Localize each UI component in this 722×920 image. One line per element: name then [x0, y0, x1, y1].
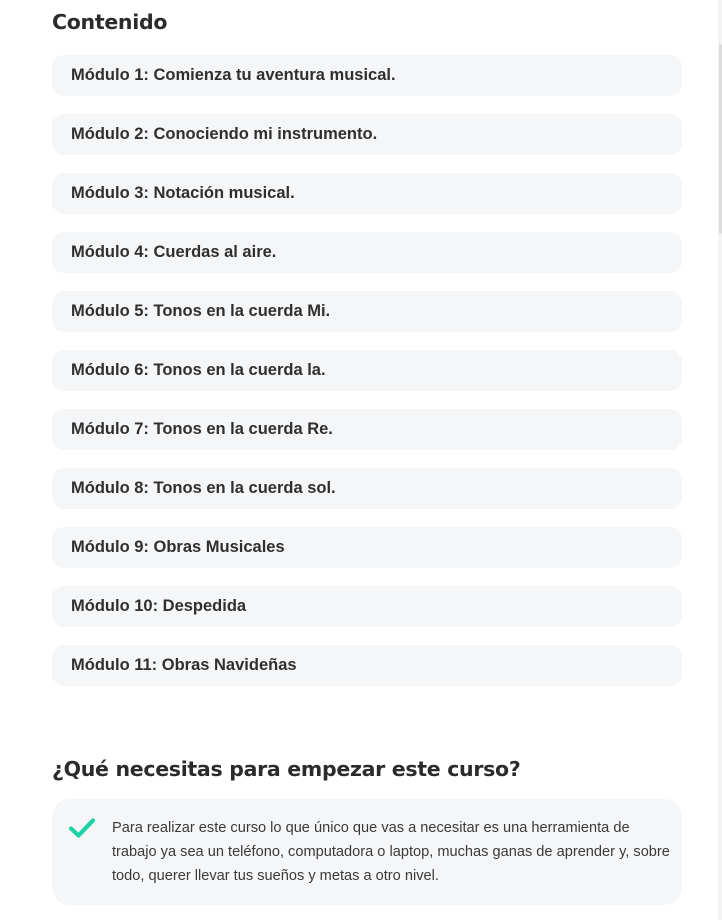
module-item-4[interactable]	[52, 232, 682, 273]
module-item-5[interactable]	[52, 291, 682, 332]
module-label: Módulo 11: Obras Navideñas	[71, 656, 297, 674]
page-scrollbar[interactable]	[718, 0, 722, 920]
module-label: Módulo 8: Tonos en la cuerda sol.	[71, 479, 336, 497]
contenido-heading: Contenido	[52, 10, 168, 34]
module-label: Módulo 7: Tonos en la cuerda Re.	[71, 420, 333, 438]
module-item-11[interactable]	[52, 645, 682, 686]
check-icon	[68, 817, 96, 839]
module-label: Módulo 3: Notación musical.	[71, 184, 295, 202]
module-item-3[interactable]	[52, 173, 682, 214]
module-label: Módulo 4: Cuerdas al aire.	[71, 243, 277, 261]
module-list	[52, 55, 682, 704]
module-item-1[interactable]	[52, 55, 682, 96]
module-item-8[interactable]	[52, 468, 682, 509]
requirements-card	[52, 799, 682, 905]
module-label: Módulo 10: Despedida	[71, 597, 247, 615]
requirements-text: Para realizar este curso lo que único que vas a necesitar es una herramienta de trabajo ya sea un teléfono, computadora o laptop, muchas ganas de aprender y, sobre todo, querer llevar tus sueños y metas a otro nivel.	[112, 820, 670, 884]
module-label: Módulo 1: Comienza tu aventura musical.	[71, 66, 396, 84]
module-item-2[interactable]	[52, 114, 682, 155]
requirements-heading: ¿Qué necesitas para empezar este curso?	[52, 757, 521, 781]
module-item-9[interactable]	[52, 527, 682, 568]
module-label: Módulo 6: Tonos en la cuerda la.	[71, 361, 326, 379]
module-item-6[interactable]	[52, 350, 682, 391]
module-item-7[interactable]	[52, 409, 682, 450]
module-label: Módulo 5: Tonos en la cuerda Mi.	[71, 302, 331, 320]
module-label: Módulo 2: Conociendo mi instrumento.	[71, 125, 378, 143]
module-label: Módulo 9: Obras Musicales	[71, 538, 285, 556]
module-item-10[interactable]	[52, 586, 682, 627]
